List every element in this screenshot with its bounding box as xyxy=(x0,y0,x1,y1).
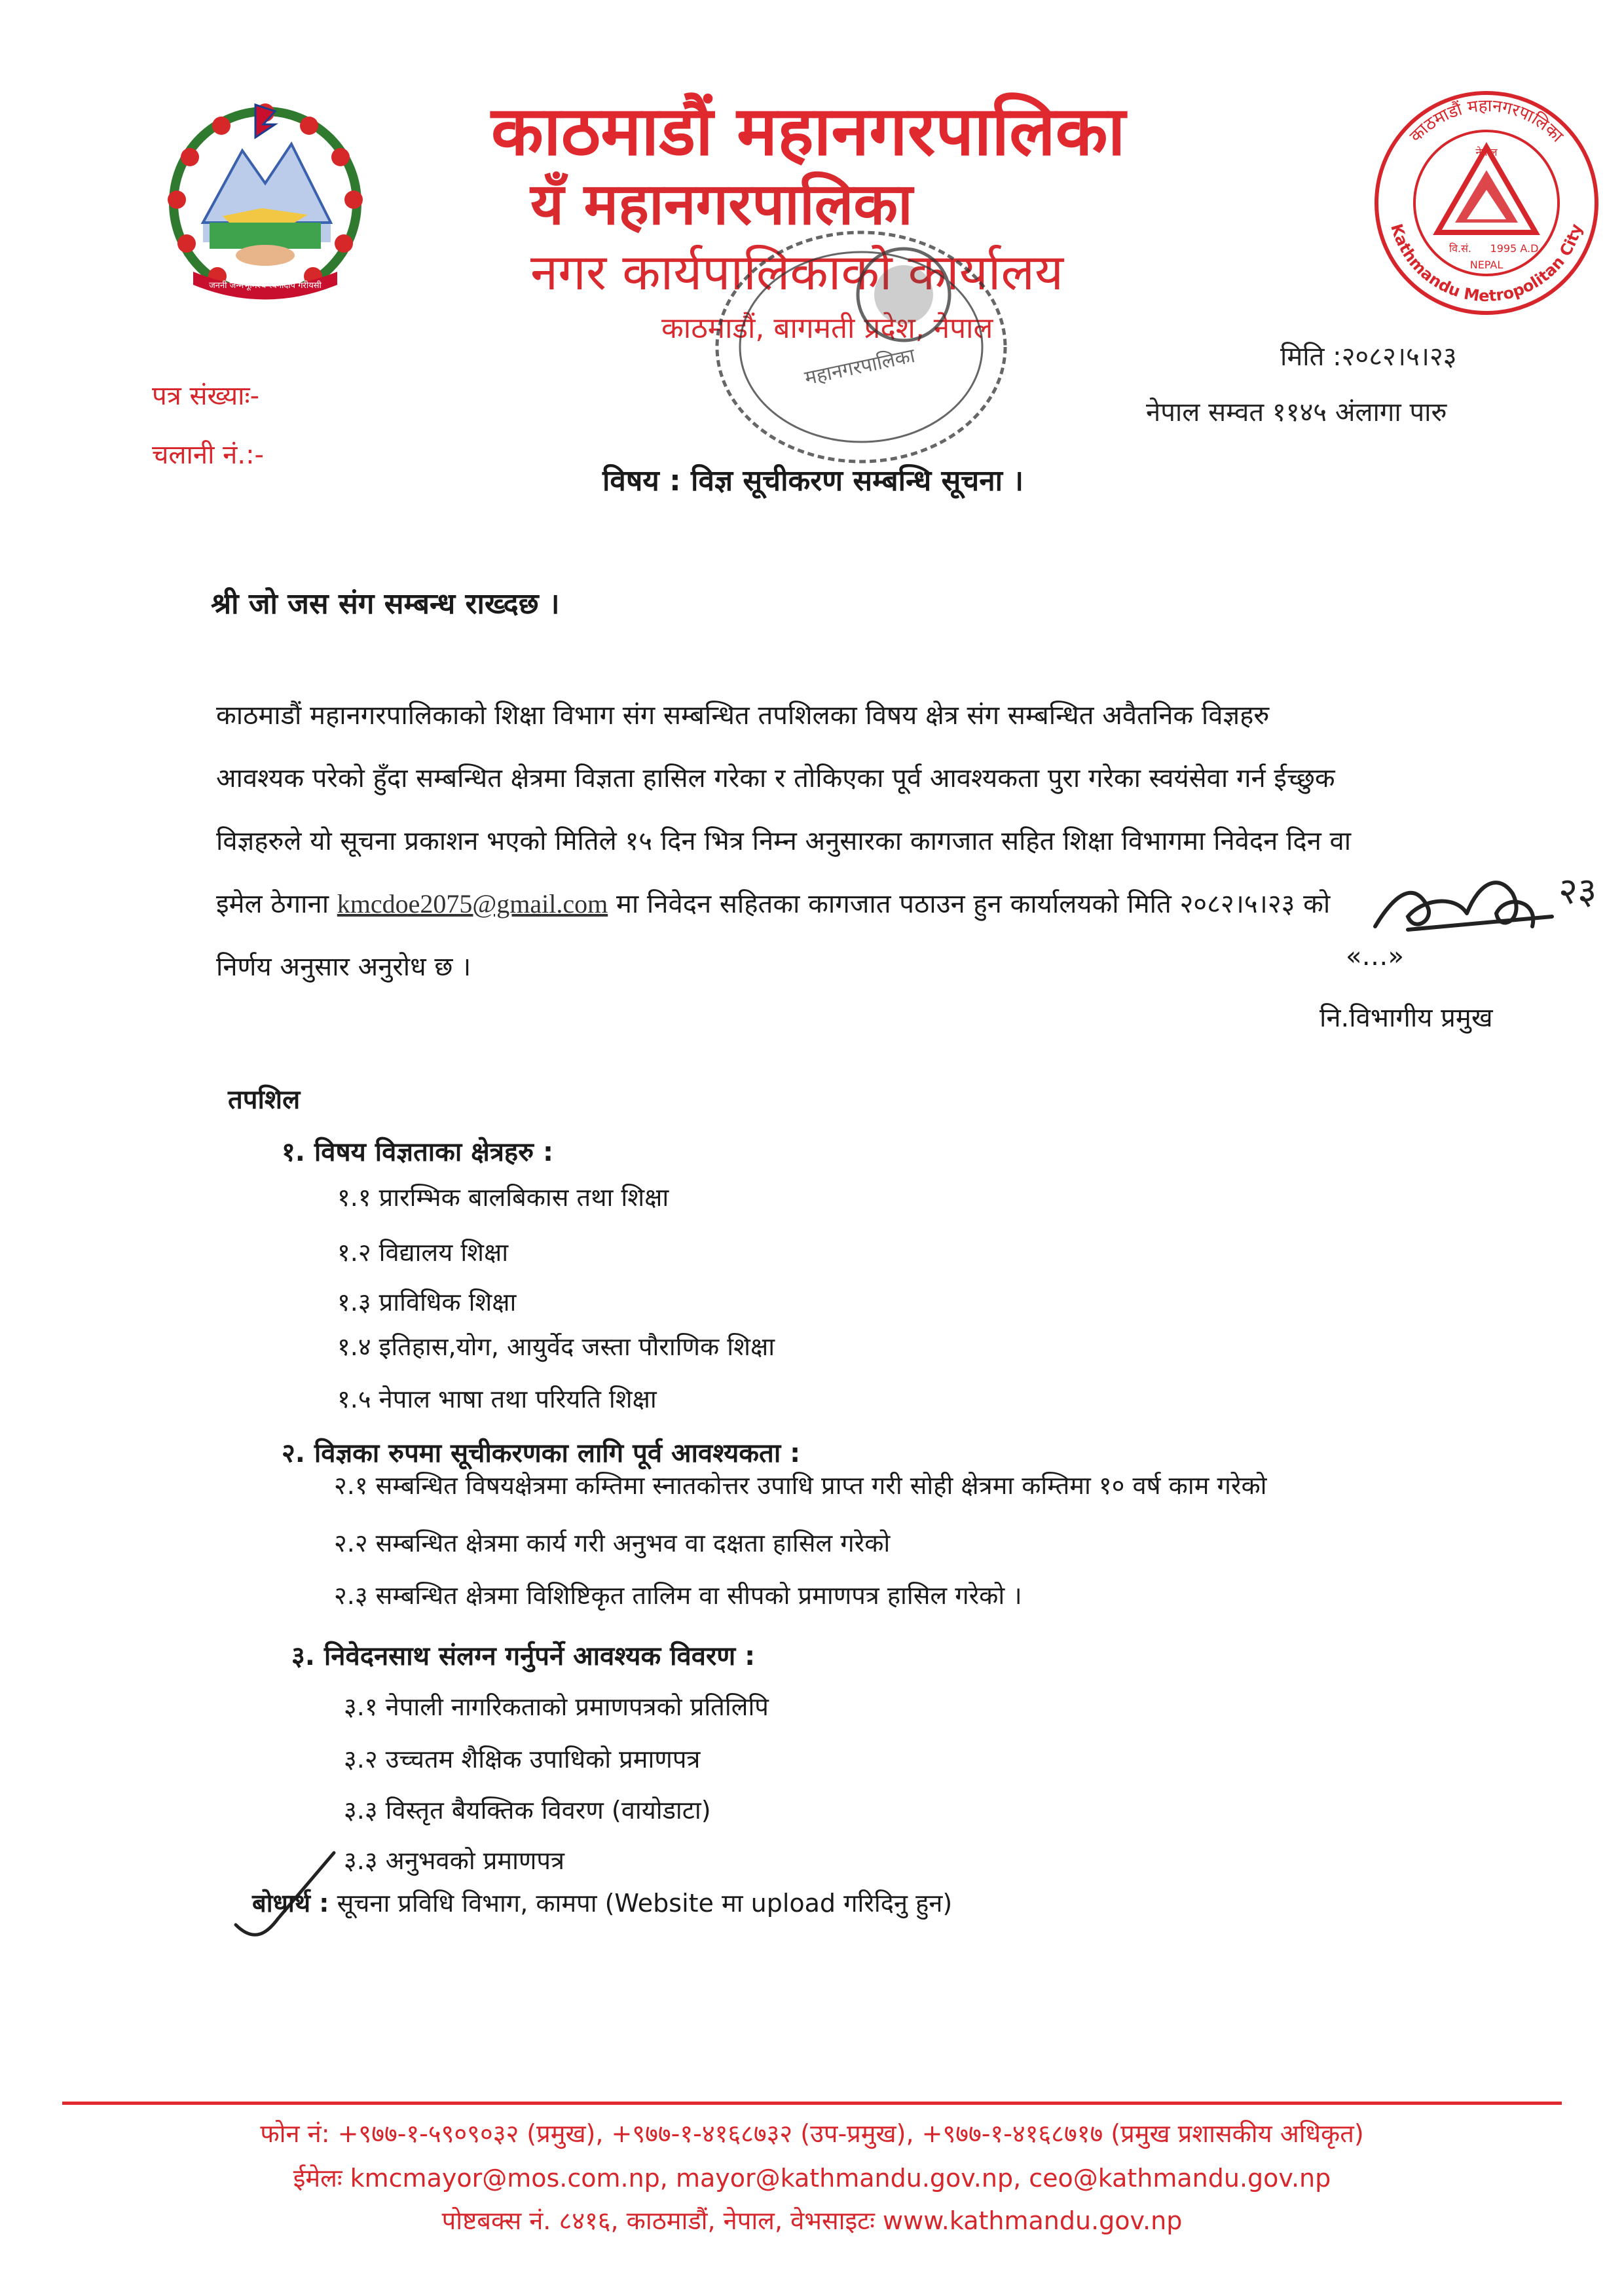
office-title: नगर कार्यपालिकाको कार्यालय xyxy=(530,243,1064,301)
list-item: १.१ प्रारम्भिक बालबिकास तथा शिक्षा xyxy=(337,1183,669,1212)
nepal-emblem-logo xyxy=(157,92,373,308)
section-title: १. विषय विज्ञताका क्षेत्रहरु : xyxy=(282,1137,554,1167)
body-line: आवश्यक परेको हुँदा सम्बन्धित क्षेत्रमा विज्ञता हासिल गरेका र तोकिएका पूर्व आवश्यकता पुरा गरेका स्वयंसेवा गर्न ईच्छुक xyxy=(216,763,1335,793)
stamp-icon xyxy=(707,223,1015,471)
nepal-emblem-icon xyxy=(157,92,373,308)
list-item: २.२ सम्बन्धित क्षेत्रमा कार्य गरी अनुभव वा दक्षता हासिल गरेको xyxy=(334,1529,891,1558)
email-trailing-text: मा निवेदन सहितका कागजात पठाउन हुन कार्यालयको मिति २०८२।५।२३ को xyxy=(616,889,1331,919)
dispatch-number-label: चलानी नं.:- xyxy=(152,440,264,470)
list-item: १.४ इतिहास,योग, आयुर्वेद जस्ता पौराणिक शिक्षा xyxy=(337,1332,775,1361)
handwritten-signature-icon xyxy=(1369,854,1617,946)
footer-phones: फोन नं: +९७७-१-५९०९०३२ (प्रमुख), +९७७-१-४१६८७३२ (उप-प्रमुख), +९७७-१-४१६८७१७ (प्रमुख प्रशासकीय अधिकृत) xyxy=(260,2119,1364,2148)
footer-divider xyxy=(62,2102,1562,2105)
body-line: विज्ञहरुले यो सूचना प्रकाशन भएको मितिले १५ दिन भित्र निम्न अनुसारका कागजात सहित शिक्षा विभागमा निवेदन दिन वा xyxy=(216,826,1352,856)
list-item: १.२ विद्यालय शिक्षा xyxy=(337,1238,509,1267)
email-label: इमेल ठेगाना xyxy=(216,889,329,919)
list-item: १.३ प्राविधिक शिक्षा xyxy=(337,1288,517,1317)
svg-text:नेपाल: नेपाल xyxy=(1475,146,1498,158)
subject-line: विषय : विज्ञ सूचीकरण सम्बन्धि सूचना । xyxy=(602,464,1024,498)
list-item: १.५ नेपाल भाषा तथा परियति शिक्षा xyxy=(337,1385,657,1413)
list-item: ३.२ उच्चतम शैक्षिक उपाधिको प्रमाणपत्र xyxy=(344,1745,701,1774)
office-address: काठमाडौं, बागमती प्रदेश, नेपाल xyxy=(661,312,993,345)
body-line: निर्णय अनुसार अनुरोध छ । xyxy=(216,952,471,982)
signature xyxy=(1369,854,1624,946)
list-item: २.१ सम्बन्धित विषयक्षेत्रमा कम्तिमा स्नातकोत्तर उपाधि प्राप्त गरी सोही क्षेत्रमा कम्तिमा १० वर्ष काम गरेको xyxy=(334,1471,1267,1500)
cc-line xyxy=(252,1886,952,1920)
list-item: २.३ सम्बन्धित क्षेत्रमा विशिष्टिकृत तालिम वा सीपको प्रमाणपत्र हासिल गरेको । xyxy=(334,1581,1022,1610)
section-title: ३. निवेदनसाथ संलग्न गर्नुपर्ने आवश्यक विवरण : xyxy=(291,1641,756,1671)
cc-label: बोधार्थ : xyxy=(252,1889,329,1918)
page-title: काठमाडौं महानगरपालिका xyxy=(491,91,1126,171)
list-item: ३.३ विस्तृत बैयक्तिक विवरण (वायोडाटा) xyxy=(344,1796,711,1825)
office-stamp xyxy=(707,223,1015,471)
body-line xyxy=(216,873,1545,936)
newari-title: यँ महानगरपालिका xyxy=(530,170,913,238)
body-line: काठमाडौं महानगरपालिकाको शिक्षा विभाग संग सम्बन्धित तपशिलका विषय क्षेत्र संग सम्बन्धित अवैतनिक विज्ञहरु xyxy=(216,701,1270,731)
footer-emails: ईमेलः kmcmayor@mos.com.np, mayor@kathmandu.gov.np, ceo@kathmandu.gov.np xyxy=(293,2164,1331,2193)
kmc-seal-icon xyxy=(1369,85,1604,321)
signatory-title: नि.विभागीय प्रमुख xyxy=(1320,1003,1493,1033)
letter-number-label: पत्र संख्याः- xyxy=(152,381,260,411)
schedule-heading: तपशिल xyxy=(228,1085,301,1115)
list-item: ३.३ अनुभवको प्रमाणपत्र xyxy=(344,1846,564,1875)
svg-text:1995 A.D.: 1995 A.D. xyxy=(1490,242,1542,255)
section-title: २. विज्ञका रुपमा सूचीकरणका लागि पूर्व आवश्यकता : xyxy=(282,1438,801,1468)
svg-text:२३: २३ xyxy=(1559,870,1597,913)
cc-text: सूचना प्रविधि विभाग, कामपा (Website मा upload गरिदिनु हुन) xyxy=(337,1889,953,1918)
svg-text:Kathmandu Metropolitan City: Kathmandu Metropolitan City xyxy=(1387,221,1586,306)
email-link[interactable]: kmcdoe2075@gmail.com xyxy=(337,889,608,919)
salutation: श्री जो जस संग सम्बन्ध राख्दछ । xyxy=(211,587,560,621)
footer-address: पोष्टबक्स नं. ८४१६, काठमाडौं, नेपाल, वेभसाइटः www.kathmandu.gov.np xyxy=(441,2206,1183,2235)
svg-text:NEPAL: NEPAL xyxy=(1469,259,1504,271)
kmc-logo xyxy=(1369,85,1604,321)
nepal-sambat-date: नेपाल सम्वत ११४५ अंलागा पारु xyxy=(1146,397,1447,428)
letter-date: मिति :२०८२।५।२३ xyxy=(1280,342,1457,372)
list-item: ३.१ नेपाली नागरिकताको प्रमाणपत्रको प्रतिलिपि xyxy=(344,1692,769,1721)
svg-text:महानगरपालिका: महानगरपालिका xyxy=(802,344,917,390)
svg-text:जननी जन्मभूमिश्च स्वर्गादपि गर: जननी जन्मभूमिश्च स्वर्गादपि गरीयसी xyxy=(209,281,322,291)
svg-text:वि.सं.: वि.सं. xyxy=(1449,242,1472,255)
svg-text:काठमाडौं महानगरपालिका: काठमाडौं महानगरपालिका xyxy=(1406,96,1567,147)
signatory-name: «…» xyxy=(1346,941,1404,972)
